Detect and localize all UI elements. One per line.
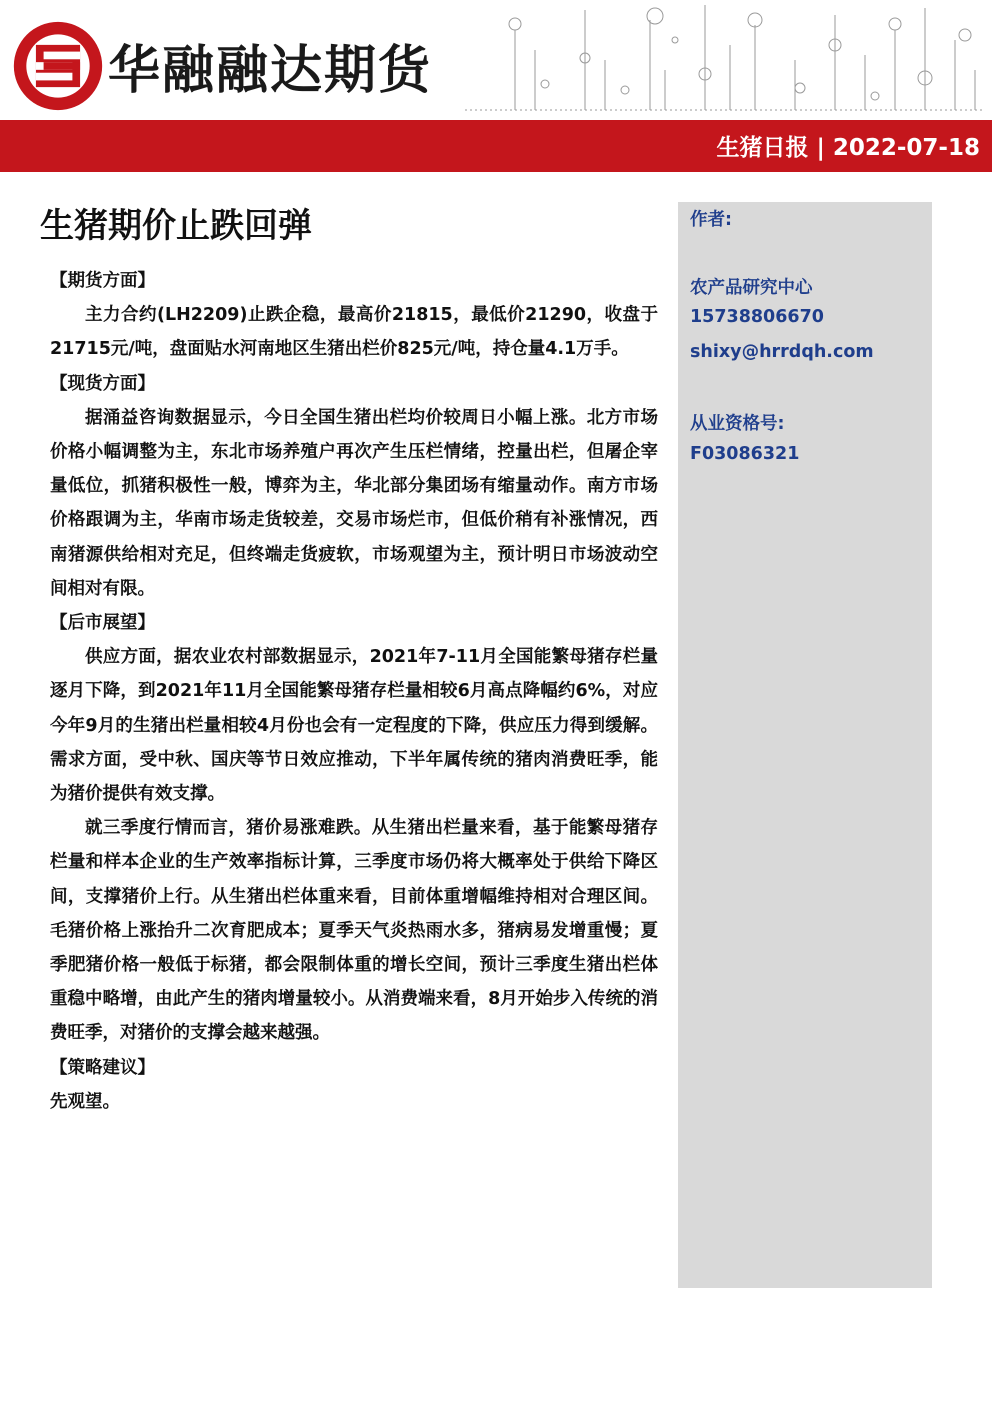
section-heading-outlook: 【后市展望】 bbox=[50, 613, 155, 634]
company-logo-icon bbox=[10, 18, 106, 114]
certification-number: F03086321 bbox=[690, 444, 800, 464]
author-label: 作者: bbox=[690, 210, 732, 230]
paragraph-strategy: 先观望。 bbox=[50, 1091, 120, 1112]
paragraph-futures: 主力合约(LH2209)止跌企稳，最高价21815，最低价21290，收盘于21715元/吨，盘面贴水河南地区生猪出栏价825元/吨，持仓量4.1万手。 bbox=[50, 305, 658, 360]
article-title: 生猪期价止跌回弹 bbox=[40, 206, 312, 246]
article-body bbox=[50, 264, 658, 1119]
certification-label: 从业资格号: bbox=[690, 414, 785, 434]
author-sidebar bbox=[678, 202, 932, 1288]
section-heading-spot: 【现货方面】 bbox=[50, 373, 155, 394]
author-phone: 15738806670 bbox=[690, 307, 824, 327]
author-department: 农产品研究中心 bbox=[690, 278, 813, 298]
decorative-pattern-icon bbox=[455, 0, 992, 120]
paragraph-outlook-1: 供应方面，据农业农村部数据显示，2021年7-11月全国能繁母猪存栏量逐月下降，到2021年11月全国能繁母猪存栏量相较6月高点降幅约6%，对应今年9月的生猪出栏量相较4月份也会有一定程度的下降，供应压力得到缓解。需求方面，受中秋、国庆等节日效应推动，下半年属传统的猪肉消费旺季，能为猪价提供有效支撑。 bbox=[50, 647, 658, 805]
company-name: 华融融达期货 bbox=[108, 41, 433, 101]
author-email: shixy@hrrdqh.com bbox=[690, 342, 874, 362]
section-heading-strategy: 【策略建议】 bbox=[50, 1057, 155, 1078]
report-header bbox=[0, 0, 992, 172]
paragraph-spot: 据涌益咨询数据显示，今日全国生猪出栏均价较周日小幅上涨。北方市场价格小幅调整为主，东北市场养殖户再次产生压栏情绪，控量出栏，但屠企宰量低位，抓猪积极性一般，博弈为主，华北部分集团场有缩量动作。南方市场价格跟调为主，华南市场走货较差，交易市场烂市，但低价稍有补涨情况，西南猪源供给相对充足，但终端走货疲软，市场观望为主，预计明日市场波动空间相对有限。 bbox=[50, 407, 658, 599]
section-heading-futures: 【期货方面】 bbox=[50, 271, 155, 291]
report-type-date: 生猪日报 | 2022-07-18 bbox=[716, 135, 980, 161]
paragraph-outlook-2: 就三季度行情而言，猪价易涨难跌。从生猪出栏量来看，基于能繁母猪存栏量和样本企业的生产效率指标计算，三季度市场仍将大概率处于供给下降区间，支撑猪价上行。从生猪出栏体重来看，目前体重增幅维持相对合理区间。毛猪价格上涨抬升二次育肥成本；夏季天气炎热雨水多，猪病易发增重慢；夏季肥猪价格一般低于标猪，都会限制体重的增长空间，预计三季度生猪出栏体重稳中略增，由此产生的猪肉增量较小。从消费端来看，8月开始步入传统的消费旺季，对猪价的支撑会越来越强。 bbox=[50, 818, 658, 1044]
